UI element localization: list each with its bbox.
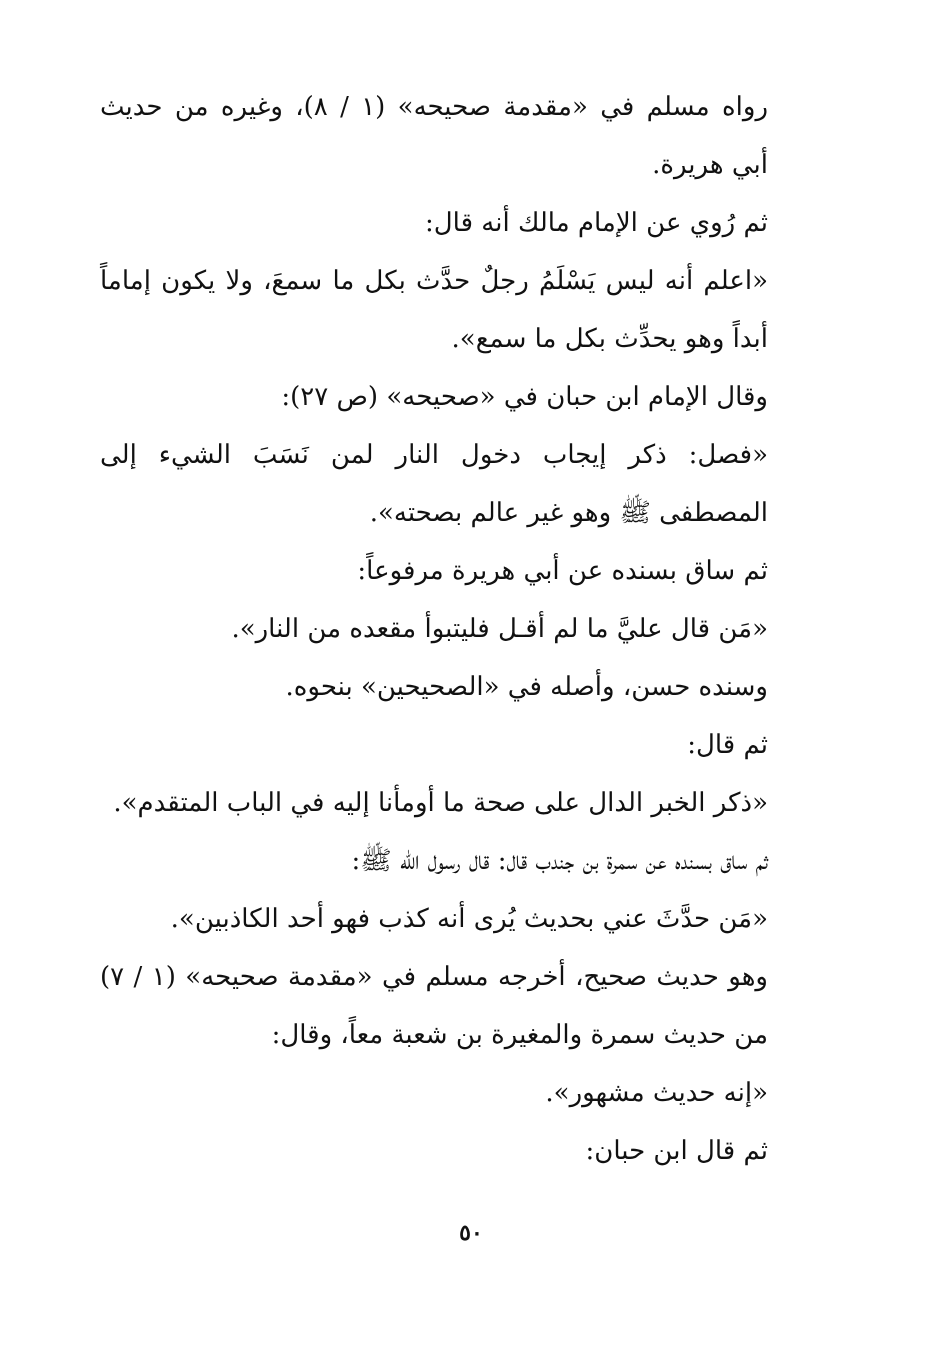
page-number: ٥٠	[459, 1220, 483, 1246]
paragraph-samura-isnad: ثم ساق بسنده عن سمرة بن جندب قال: قال رسول الله ﷺ:	[351, 846, 768, 876]
paragraph-abu-hurayra-isnad: ثم ساق بسنده عن أبي هريرة مرفوعاً:	[357, 556, 768, 586]
paragraph-isnad-grade: وسنده حسن، وأصله في «الصحيحين» بنحوه.	[285, 672, 768, 702]
paragraph-malik-intro: ثم رُوي عن الإمام مالك أنه قال:	[425, 208, 768, 238]
paragraph-ibn-hibban-intro: وقال الإمام ابن حبان في «صحيحه» (ص ٢٧):	[281, 382, 768, 412]
quote-dhikr-khabar: «ذكر الخبر الدال على صحة ما أومأنا إليه في الباب المتقدم».	[113, 788, 768, 818]
quote-hadith-liars: «مَن حدَّثَ عني بحديث يُرى أنه كذب فهو أحد الكاذبين».	[170, 904, 768, 934]
paragraph-muslim-citation: رواه مسلم في «مقدمة صحيحه» (١ / ٨)، وغيره من حديث أبي هريرة.	[100, 92, 768, 180]
paragraph-then-said: ثم قال:	[687, 730, 768, 760]
paragraph-sahih-grade: وهو حديث صحيح، أخرجه مسلم في «مقدمة صحيحه» (١ / ٧) من حديث سمرة والمغيرة بن شعبة معاً، وقال:	[100, 962, 768, 1050]
quote-fasl: «فصل: ذكر إيجاب دخول النار لمن نَسَبَ الشيء إلى المصطفى ﷺ وهو غير عالم بصحته».	[100, 440, 768, 528]
quote-mashhur: «إنه حديث مشهور».	[545, 1078, 768, 1108]
paragraph-ibn-hibban-said: ثم قال ابن حبان:	[585, 1136, 768, 1166]
quote-malik: «اعلم أنه ليس يَسْلَمُ رجلٌ حدَّث بكل ما سمعَ، ولا يكون إماماً أبداً وهو يحدِّث بكل ما سمع».	[100, 266, 768, 354]
body-text	[100, 78, 836, 1180]
quote-hadith-fire: «مَن قال عليَّ ما لم أقـل فليتبوأ مقعده من النار».	[231, 614, 768, 644]
